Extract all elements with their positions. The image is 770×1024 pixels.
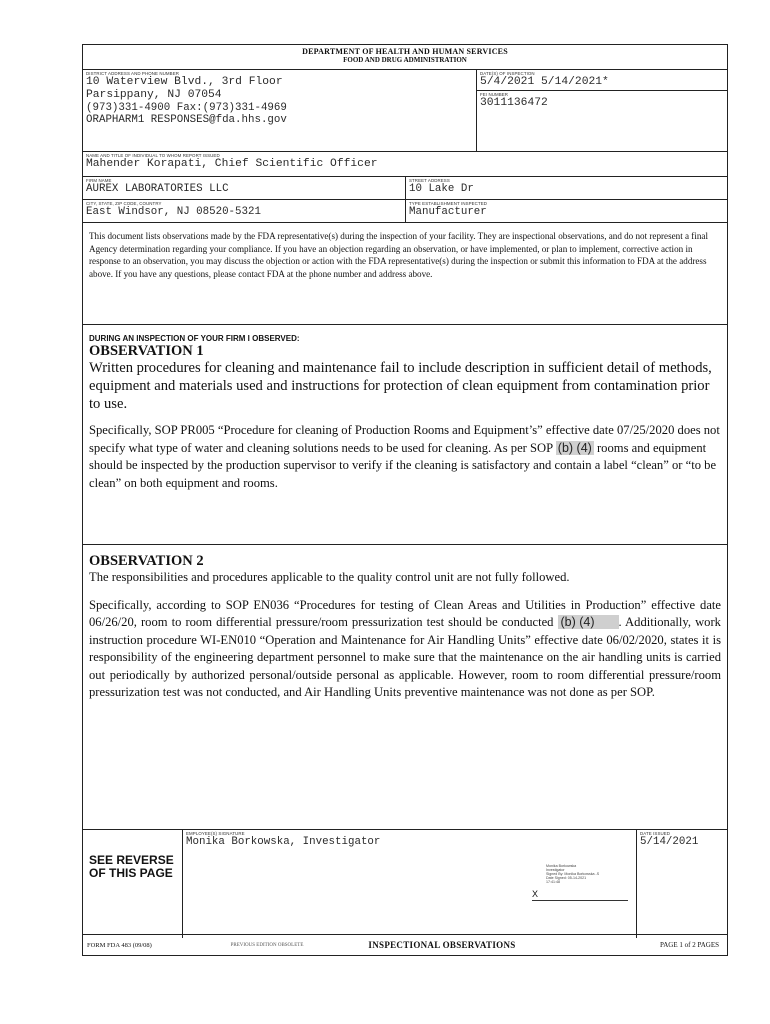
department-name: DEPARTMENT OF HEALTH AND HUMAN SERVICES: [302, 47, 508, 56]
fei-number-value: 3011136472: [480, 96, 548, 109]
form-number: FORM FDA 483 (09/08): [87, 941, 152, 949]
inspection-info-cell: [476, 70, 727, 151]
redaction-box: (b) (4): [558, 615, 619, 629]
date-issued-label: DATE ISSUED: [640, 831, 671, 836]
esig-line: Investigator: [546, 868, 565, 872]
date-issued-value: 5/14/2021: [640, 836, 699, 848]
during-inspection-heading: DURING AN INSPECTION OF YOUR FIRM I OBSERVED:: [89, 334, 300, 343]
intro-paragraph: This document lists observations made by the FDA representative(s) during the inspection of your facility. They are inspectional observations, and do not represent a final Agency determination regarding your compliance. If you have an objection regarding an observation, or have implemented, or plan to implement, corrective action in response to an observation, you may discuss the objection or action with the FDA representative(s) during the inspection or submit this information to FDA at the address above. If you have any questions, please contact FDA at the phone number and address above.: [83, 223, 727, 325]
recipient-label: NAME AND TITLE OF INDIVIDUAL TO WHOM REPORT ISSUED: [86, 153, 220, 158]
observation-body: [83, 597, 727, 702]
observation-text: Specifically, SOP PR005 “Procedure for cleaning of Production Rooms and Equipment’s” effective date 07/25/2020 does not specify what type of water and cleaning solutions needs to be used for cleaning. As per SOP: [89, 423, 720, 455]
observation-1: [83, 343, 727, 492]
district-address-line: Parsippany, NJ 07054: [86, 88, 222, 101]
redaction-box: (b) (4): [557, 440, 592, 455]
previous-edition-note: PREVIOUS EDITION OBSOLETE: [230, 942, 304, 948]
observation-body: [83, 422, 727, 492]
observation-2: [83, 545, 727, 702]
electronic-signature: [532, 862, 628, 901]
observation-heading: Written procedures for cleaning and maintenance fail to include description in sufficient detail of methods, equipment and materials used and instructions for protection of clean equipment from contamination prior to use.: [89, 360, 712, 412]
esig-line: Date Signed: 05-14-2021: [546, 876, 587, 880]
district-phone-line: (973)331-4900 Fax:(973)331-4969: [86, 101, 287, 114]
recipient-value: Mahender Korapati, Chief Scientific Officer: [86, 158, 378, 170]
observation-text: Specifically, according to SOP EN036 “Procedures for testing of Clean Areas and Utilities in Production” effective date 06/26/20, room to room differential pressure/room pressurization test should be conducted: [89, 597, 721, 629]
firm-name-cell: [83, 177, 405, 199]
district-address-line: 10 Waterview Blvd., 3rd Floor: [86, 76, 283, 88]
fei-number-label: FEI NUMBER: [480, 91, 509, 97]
city-cell: [83, 200, 405, 222]
inspection-dates-label: DATE(S) OF INSPECTION: [480, 71, 535, 76]
form-header: [83, 45, 727, 70]
signature-section: [83, 829, 727, 938]
observation-text: . Additionally, work instruction procedure WI-EN010 “Operation and Maintenance for Air Handling Units” effective date 06/02/2020, states it is responsibility of the engineering department personnel to make sure that the maintenance on the air handling units is carried out periodically by authorized personal/outside personal as applicable. However, room to room differential pressure/room pressurization test was not conducted, and Air Handling Units preventive maintenance was not done as per SOP.: [89, 615, 721, 699]
date-issued-cell: [637, 830, 727, 938]
district-email-line: ORAPHARM1 RESPONSES@fda.hhs.gov: [86, 114, 287, 127]
establishment-label: TYPE ESTABLISHMENT INSPECTED: [409, 201, 488, 206]
form-footer-bar: [83, 934, 727, 955]
establishment-cell: [405, 200, 727, 222]
employee-signature-cell: [183, 830, 637, 938]
observation-title: OBSERVATION 2: [89, 553, 204, 569]
street-address-value: 10 Lake Dr: [409, 183, 474, 195]
signature-value: Monika Borkowska, Investigator: [186, 836, 381, 848]
firm-name-label: FIRM NAME: [86, 178, 112, 183]
city-row: [83, 200, 727, 223]
signature-label: EMPLOYEE(S) SIGNATURE: [186, 831, 245, 836]
observation-heading: The responsibilities and procedures applicable to the quality control unit are not fully followed.: [89, 570, 570, 584]
esig-line: Monika Borkowska: [546, 864, 577, 868]
street-address-cell: [405, 177, 727, 199]
recipient-row: [83, 152, 727, 177]
fda-483-form: [82, 44, 728, 956]
district-address-cell: [83, 70, 476, 151]
district-address-label: DISTRICT ADDRESS AND PHONE NUMBER: [86, 71, 179, 76]
signature-x-mark: X: [532, 889, 539, 899]
see-reverse-note: SEE REVERSE OF THIS PAGE: [83, 830, 183, 938]
esig-line: Signed By: Monika Borkowska -S: [546, 872, 600, 876]
establishment-value: Manufacturer: [409, 206, 487, 218]
observation-title: OBSERVATION 1: [89, 343, 204, 359]
city-label: CITY, STATE, ZIP CODE, COUNTRY: [86, 201, 162, 206]
city-value: East Windsor, NJ 08520-5321: [86, 206, 261, 218]
page-indicator: PAGE 1 of 2 PAGES: [660, 941, 719, 949]
firm-name-value: AUREX LABORATORIES LLC: [86, 183, 229, 195]
inspection-dates-value: 5/4/2021 5/14/2021*: [480, 76, 609, 88]
agency-name: FOOD AND DRUG ADMINISTRATION: [343, 56, 467, 64]
firm-row: [83, 177, 727, 200]
address-row: [83, 70, 727, 152]
esig-line: 17:41:48: [546, 880, 560, 884]
street-address-label: STREET ADDRESS: [409, 178, 450, 183]
observation-text: rooms and equipment should be inspected by the production supervisor to verify if the cleaning is satisfactory and contain a label “clean” or “to be clean” on both equipment and rooms.: [89, 440, 717, 490]
form-title: INSPECTIONAL OBSERVATIONS: [368, 940, 516, 950]
recipient-cell: [83, 152, 727, 176]
